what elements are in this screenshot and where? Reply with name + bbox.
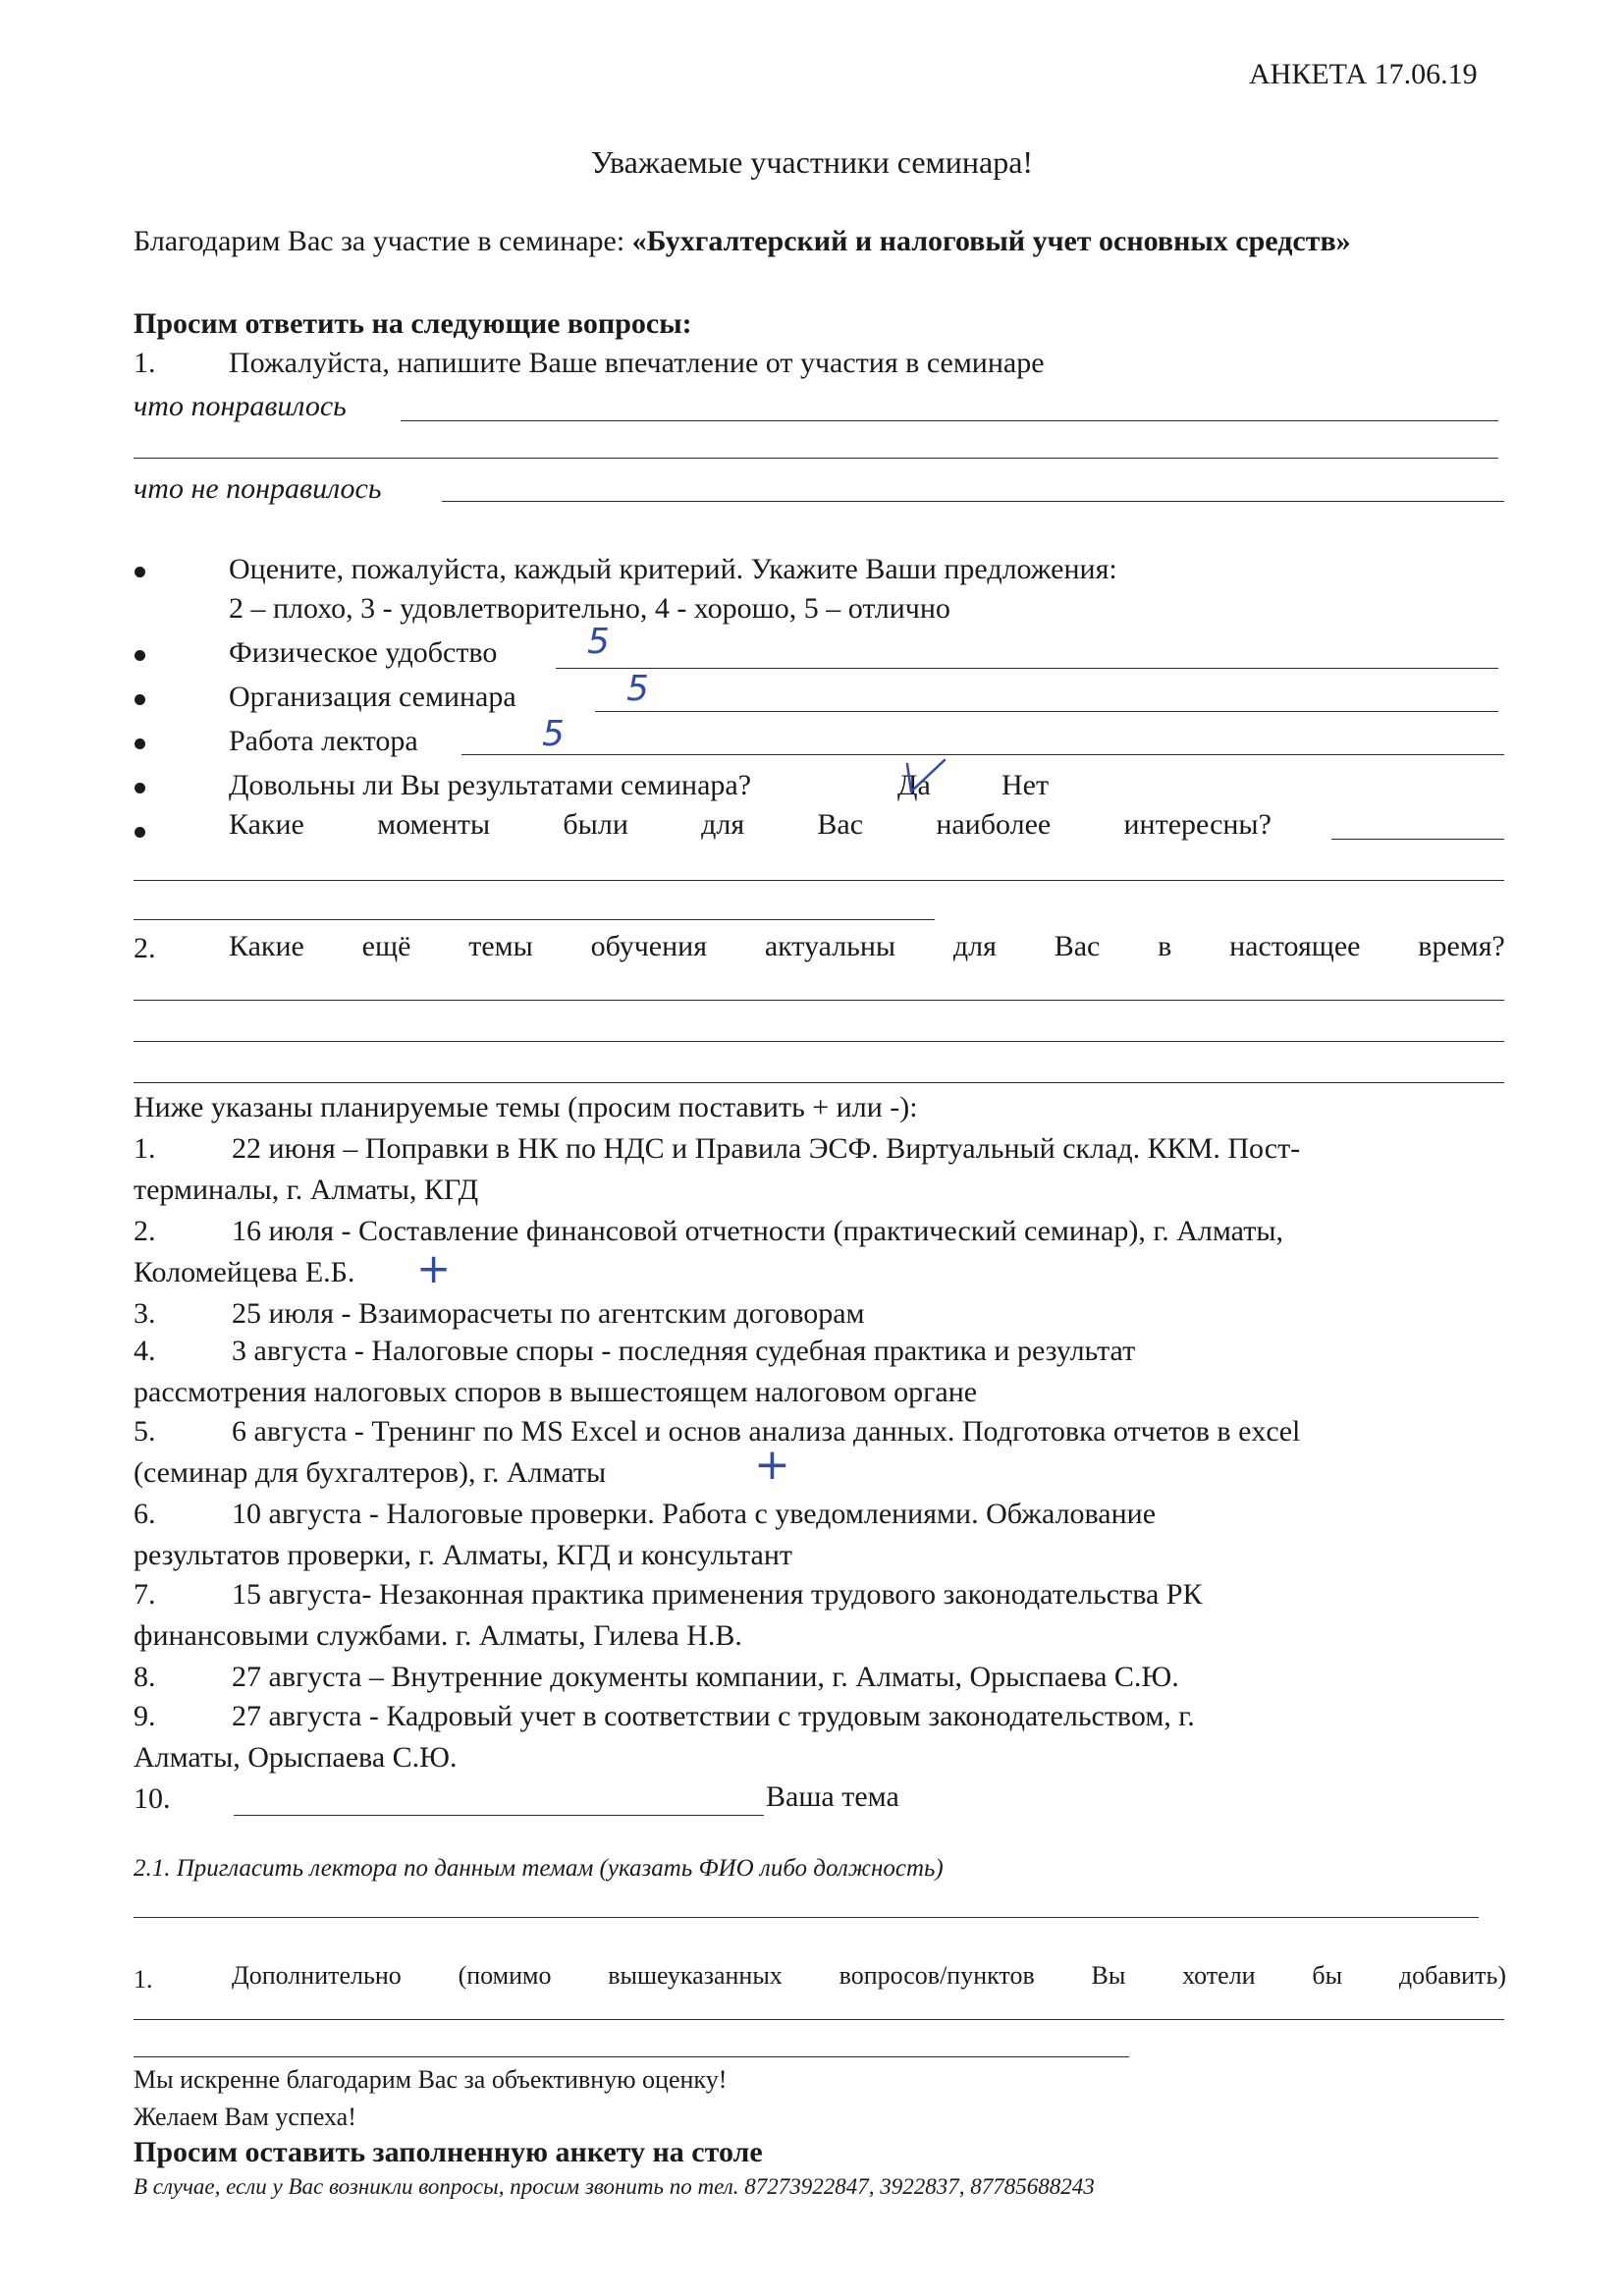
topic-line2: рассмотрения налоговых споров в вышестоящем налоговом органе [134,1376,978,1408]
own-topic-line[interactable] [234,1815,764,1816]
closing-thanks: Мы искренне благодарим Вас за объективную оценку! [134,2065,728,2094]
invite-lecturer-line[interactable] [134,1917,1479,1918]
interesting-word: были [563,808,628,841]
bullet [135,567,145,577]
topic-line2: Коломейцева Е.Б. [134,1256,355,1288]
topic-line2: результатов проверки, г. Алматы, КГД и консультант [134,1539,793,1571]
topic-5-plus-mark: + [754,1440,790,1490]
topic-number: 4. [134,1335,156,1367]
greeting-title: Уважаемые участники семинара! [590,144,1034,180]
q2-word: для [952,930,997,962]
physical-answer-line[interactable] [556,668,1498,669]
bullet [135,783,145,793]
liked-label: что понравилось [134,390,347,422]
rating-intro: Оцените, пожалуйста, каждый критерий. Укажите Ваши предложения: [229,553,1117,585]
additional-word: Дополнительно [232,1961,402,1990]
additional-question [232,1960,1506,1992]
topic-line2: (семинар для бухгалтеров), г. Алматы [134,1456,607,1489]
topic-number: 10. [134,1782,171,1815]
interesting-word: Какие [229,808,304,841]
q2-word: настоящее [1229,930,1361,962]
satisfied-yes-option[interactable]: Да [897,769,931,801]
organization-rating-handwritten: 5 [626,669,649,709]
topic-line1: 22 июня – Поправки в НК по НДС и Правила ЭСФ. Виртуальный склад. ККМ. Пост- [232,1132,1301,1165]
thanks-line [134,224,1351,259]
q2-answer-line-3[interactable] [134,1082,1504,1083]
lecturer-rating-handwritten: 5 [542,714,565,754]
topic-line2: терминалы, г. Алматы, КГД [134,1174,479,1206]
form-id: АНКЕТА 17.06.19 [1249,58,1478,90]
topic-line1: 15 августа- Незаконная практика применения трудового законодательства РК [232,1578,1203,1611]
interesting-question [229,807,1272,843]
topic-number: 8. [134,1661,156,1693]
seminar-name: «Бухгалтерский и налоговый учет основных средств» [631,225,1351,257]
disliked-answer-line[interactable] [442,501,1504,502]
q2-question [229,929,1505,964]
liked-answer-line[interactable] [401,420,1498,421]
additional-word: Вы [1091,1961,1126,1990]
q2-number: 2. [134,932,156,964]
q2-word: в [1158,930,1172,962]
topic-number: 1. [134,1132,156,1165]
topic-number: 2. [134,1215,156,1247]
thanks-prefix: Благодарим Вас за участие в семинаре: [134,225,632,257]
interesting-word: Вас [817,808,864,841]
disliked-label: что не понравилось [134,472,382,505]
organization-answer-line[interactable] [595,711,1498,712]
bullet [135,650,145,661]
q2-word: темы [468,930,533,962]
bullet [135,827,145,838]
q2-word: Какие [229,930,304,962]
interesting-word: интересны? [1123,808,1272,841]
questions-heading: Просим ответить на следующие вопросы: [134,307,692,340]
additional-word: вышеуказанных [608,1961,783,1990]
topic-line1: 27 августа – Внутренние документы компании, г. Алматы, Орыспаева С.Ю. [232,1661,1179,1693]
topic-line1: 6 августа - Тренинг по MS Excel и основ анализа данных. Подготовка отчетов в excel [232,1415,1301,1448]
q2-word: обучения [590,930,708,962]
topic-line2: финансовыми службами. г. Алматы, Гилева Н.В. [134,1619,742,1652]
satisfied-label: Довольны ли Вы результатами семинара? [229,769,752,801]
q2-answer-line-2[interactable] [134,1041,1504,1042]
invite-lecturer-label: 2.1. Пригласить лектора по данным темам (указать ФИО либо должность) [134,1855,944,1882]
closing-leave: Просим оставить заполненную анкету на столе [134,2136,763,2168]
additional-answer-line-1[interactable] [134,2019,1504,2020]
interesting-word: наиболее [936,808,1052,841]
topic-number: 3. [134,1297,156,1330]
topic-line1: 3 августа - Налоговые споры - последняя судебная практика и результат [232,1335,1136,1367]
additional-word: бы [1312,1961,1343,1990]
topic-line1: 16 июля - Составление финансовой отчетности (практический семинар), г. Алматы, [232,1215,1283,1247]
yes-check-mark [901,756,950,795]
q2-word: время? [1418,930,1505,962]
topic-line1: 10 августа - Налоговые проверки. Работа с уведомлениями. Обжалование [232,1498,1157,1530]
own-topic-label: Ваша тема [766,1780,899,1813]
bullet [135,738,145,749]
interesting-word: моменты [377,808,491,841]
closing-wish: Желаем Вам успеха! [134,2103,356,2131]
topic-line1: 25 июля - Взаиморасчеты по агентским договорам [232,1297,865,1330]
topic-line2: Алматы, Орыспаева С.Ю. [134,1741,458,1774]
additional-answer-line-2[interactable] [134,2056,1129,2057]
physical-rating-handwritten: 5 [587,622,610,662]
additional-word: хотели [1182,1961,1256,1990]
satisfied-no-option[interactable]: Нет [1001,769,1050,801]
q2-word: ещё [361,930,411,962]
interesting-word: для [701,808,745,841]
topic-number: 6. [134,1498,156,1530]
interesting-answer-line-3[interactable] [134,919,935,920]
q2-word: Вас [1054,930,1101,962]
topic-number: 7. [134,1578,156,1611]
additional-word: (помимо [458,1961,552,1990]
topic-number: 9. [134,1700,156,1732]
q2-answer-line-1[interactable] [134,1000,1504,1001]
q1-number: 1. [134,347,156,379]
additional-word: вопросов/пунктов [839,1961,1035,1990]
topics-intro: Ниже указаны планируемые темы (просим поставить + или -): [134,1091,918,1123]
additional-number: 1. [134,1965,153,1994]
topic-number: 5. [134,1415,156,1448]
rating-scale: 2 – плохо, 3 - удовлетворительно, 4 - хорошо, 5 – отлично [229,592,950,625]
lecturer-label: Работа лектора [229,725,418,757]
interesting-answer-line-2[interactable] [134,880,1504,881]
q1-text: Пожалуйста, напишите Ваше впечатление от участия в семинаре [229,347,1045,379]
topic-2-plus-mark: + [416,1244,452,1292]
additional-word: добавить) [1398,1961,1506,1990]
organization-label: Организация семинара [229,681,516,713]
liked-answer-line-2[interactable] [134,458,1498,459]
topic-line1: 27 августа - Кадровый учет в соответствии с трудовым законодательством, г. [232,1700,1195,1732]
bullet [135,694,145,705]
physical-label: Физическое удобство [229,636,498,669]
lecturer-answer-line[interactable] [461,754,1504,755]
interesting-answer-line[interactable] [1331,839,1504,840]
closing-contact: В случае, если у Вас возникли вопросы, просим звонить по тел. 87273922847, 3922837, 87785688243 [134,2174,1095,2199]
q2-word: актуальны [764,930,896,962]
